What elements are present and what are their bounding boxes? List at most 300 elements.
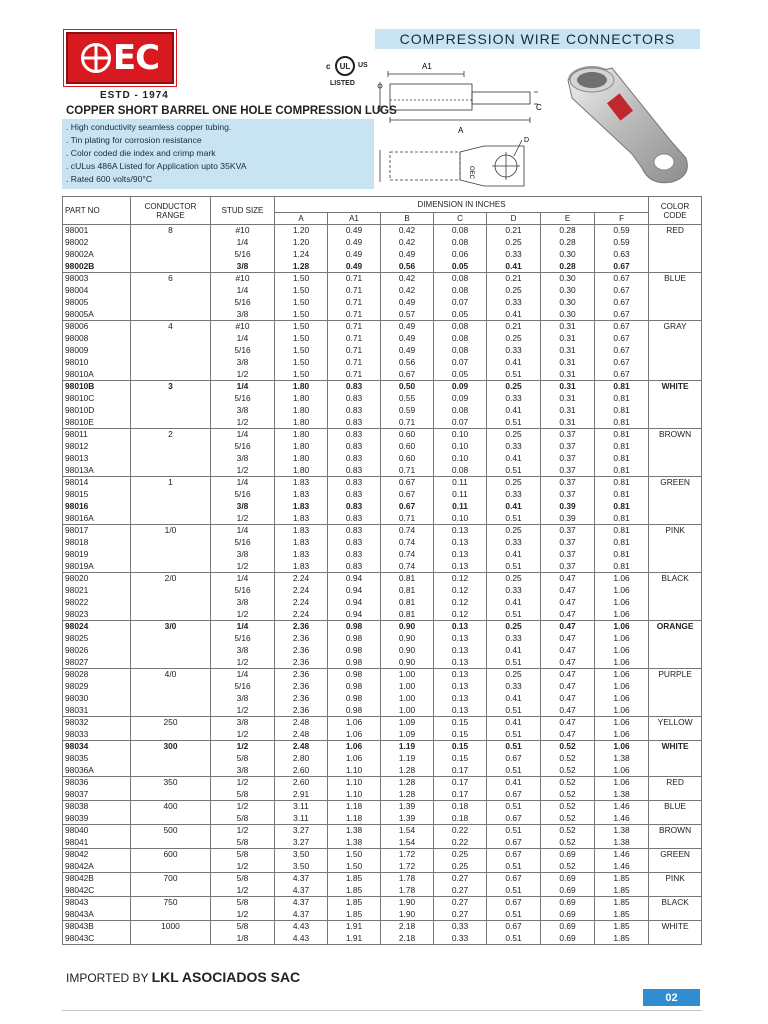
part-no-cell: 98013	[63, 453, 131, 465]
dim-e-cell: 0.47	[541, 717, 595, 729]
stud-size-cell: 1/2	[211, 885, 275, 897]
color-code-cell	[649, 597, 702, 609]
conductor-range-cell: 4/0	[131, 669, 211, 681]
stud-size-cell: 1/2	[211, 369, 275, 381]
table-row	[63, 645, 702, 657]
dim-c-cell: 0.22	[434, 837, 487, 849]
stud-size-cell: 1/2	[211, 801, 275, 813]
dim-b-cell: 0.56	[381, 357, 434, 369]
part-no-cell: 98043	[63, 897, 131, 909]
dim-b-cell: 0.42	[381, 237, 434, 249]
dim-a-cell: 1.50	[275, 285, 328, 297]
color-code-cell	[649, 645, 702, 657]
dim-e-cell: 0.69	[541, 921, 595, 933]
table-row	[63, 465, 702, 477]
dim-a1-cell: 0.71	[328, 285, 381, 297]
conductor-range-cell	[131, 393, 211, 405]
conductor-range-cell	[131, 537, 211, 549]
dim-f-cell: 0.67	[595, 285, 649, 297]
dim-b-cell: 1.54	[381, 837, 434, 849]
dim-c-cell: 0.10	[434, 513, 487, 525]
header-col-d: D	[487, 213, 541, 225]
stud-size-cell: 1/2	[211, 513, 275, 525]
dim-e-cell: 0.47	[541, 633, 595, 645]
stud-size-cell: 1/2	[211, 561, 275, 573]
color-code-cell: BROWN	[649, 825, 702, 837]
part-no-cell: 98023	[63, 609, 131, 621]
color-code-cell: PURPLE	[649, 669, 702, 681]
dim-c-cell: 0.13	[434, 621, 487, 633]
dim-c-cell: 0.11	[434, 489, 487, 501]
part-no-cell: 98043C	[63, 933, 131, 945]
dim-a1-cell: 1.50	[328, 861, 381, 873]
stud-size-cell: 1/2	[211, 861, 275, 873]
dim-f-cell: 0.67	[595, 261, 649, 273]
dim-e-cell: 0.31	[541, 333, 595, 345]
dim-f-cell: 1.06	[595, 633, 649, 645]
conductor-range-cell	[131, 585, 211, 597]
color-code-cell	[649, 309, 702, 321]
conductor-range-cell	[131, 357, 211, 369]
conductor-range-cell	[131, 909, 211, 921]
dim-b-cell: 1.28	[381, 777, 434, 789]
part-no-cell: 98010A	[63, 369, 131, 381]
dim-e-cell: 0.30	[541, 285, 595, 297]
conductor-range-cell	[131, 417, 211, 429]
part-no-cell: 98030	[63, 693, 131, 705]
dim-e-cell: 0.37	[541, 441, 595, 453]
part-no-cell: 98005A	[63, 309, 131, 321]
part-no-cell: 98019	[63, 549, 131, 561]
dim-e-cell: 0.37	[541, 429, 595, 441]
dim-a1-cell: 0.94	[328, 585, 381, 597]
dim-c-cell: 0.10	[434, 441, 487, 453]
dim-d-cell: 0.51	[487, 801, 541, 813]
conductor-range-cell: 500	[131, 825, 211, 837]
dim-b-cell: 0.60	[381, 429, 434, 441]
dim-b-cell: 0.90	[381, 645, 434, 657]
dim-d-cell: 0.25	[487, 429, 541, 441]
stud-size-cell: 5/16	[211, 393, 275, 405]
dim-f-cell: 0.67	[595, 273, 649, 285]
dim-a-cell: 2.36	[275, 681, 328, 693]
dim-c-cell: 0.08	[434, 285, 487, 297]
dim-f-cell: 0.81	[595, 405, 649, 417]
dim-e-cell: 0.69	[541, 849, 595, 861]
dim-d-cell: 0.21	[487, 273, 541, 285]
color-code-cell	[649, 261, 702, 273]
dim-a1-cell: 0.83	[328, 381, 381, 393]
part-no-cell: 98036A	[63, 765, 131, 777]
color-code-cell	[649, 441, 702, 453]
dim-c-cell: 0.33	[434, 921, 487, 933]
dim-f-cell: 0.81	[595, 561, 649, 573]
header-dimension: DIMENSION IN INCHES	[275, 197, 649, 213]
color-code-cell: RED	[649, 225, 702, 237]
dim-b-cell: 1.28	[381, 765, 434, 777]
dim-a-cell: 2.36	[275, 657, 328, 669]
dim-a1-cell: 0.83	[328, 441, 381, 453]
conductor-range-cell	[131, 633, 211, 645]
table-row	[63, 357, 702, 369]
table-row	[63, 801, 702, 813]
dim-e-cell: 0.69	[541, 897, 595, 909]
header-conductor-range	[131, 197, 211, 225]
dim-a1-cell: 0.49	[328, 237, 381, 249]
dim-d-cell: 0.25	[487, 381, 541, 393]
dim-a-cell: 1.20	[275, 225, 328, 237]
table-row	[63, 405, 702, 417]
table-row	[63, 273, 702, 285]
dim-d-cell: 0.67	[487, 897, 541, 909]
dim-b-cell: 0.42	[381, 225, 434, 237]
dim-a-cell: 3.11	[275, 801, 328, 813]
dim-a-cell: 2.91	[275, 789, 328, 801]
importer-company: LKL ASOCIADOS SAC	[151, 969, 301, 985]
color-code-cell	[649, 513, 702, 525]
color-code-cell: GRAY	[649, 321, 702, 333]
table-row	[63, 813, 702, 825]
dim-b-cell: 1.19	[381, 753, 434, 765]
color-code-cell	[649, 909, 702, 921]
dim-d-cell: 0.25	[487, 621, 541, 633]
conductor-range-cell: 300	[131, 741, 211, 753]
stud-size-cell: 5/8	[211, 897, 275, 909]
table-row	[63, 285, 702, 297]
feature-item: . Color coded die index and crimp mark	[66, 148, 216, 158]
dim-c-cell: 0.27	[434, 873, 487, 885]
dim-d-cell: 0.41	[487, 597, 541, 609]
dim-e-cell: 0.39	[541, 501, 595, 513]
dim-e-cell: 0.31	[541, 381, 595, 393]
dim-f-cell: 1.85	[595, 873, 649, 885]
dim-a-cell: 4.43	[275, 933, 328, 945]
dim-c-cell: 0.17	[434, 789, 487, 801]
dim-d-cell: 0.51	[487, 933, 541, 945]
conductor-range-cell	[131, 489, 211, 501]
dim-a-cell: 1.83	[275, 501, 328, 513]
lug-photo	[552, 58, 702, 190]
dim-d-cell: 0.51	[487, 885, 541, 897]
dim-e-cell: 0.69	[541, 933, 595, 945]
part-no-cell: 98034	[63, 741, 131, 753]
dim-d-cell: 0.41	[487, 549, 541, 561]
table-row	[63, 897, 702, 909]
dim-a1-cell: 0.83	[328, 429, 381, 441]
part-no-cell: 98002B	[63, 261, 131, 273]
conductor-range-cell	[131, 729, 211, 741]
dim-a-cell: 4.43	[275, 921, 328, 933]
dim-a-cell: 3.50	[275, 849, 328, 861]
footer-divider	[62, 1010, 702, 1011]
part-no-cell: 98018	[63, 537, 131, 549]
dim-c-cell: 0.12	[434, 573, 487, 585]
table-row	[63, 477, 702, 489]
dim-a1-cell: 0.98	[328, 669, 381, 681]
dim-e-cell: 0.28	[541, 225, 595, 237]
dim-c-cell: 0.12	[434, 585, 487, 597]
dim-a1-cell: 0.71	[328, 309, 381, 321]
table-row	[63, 489, 702, 501]
stud-size-cell: 5/8	[211, 753, 275, 765]
color-code-cell: WHITE	[649, 381, 702, 393]
dim-a1-cell: 0.83	[328, 513, 381, 525]
dim-a1-cell: 0.83	[328, 393, 381, 405]
dim-d-cell: 0.41	[487, 405, 541, 417]
dim-c-cell: 0.18	[434, 801, 487, 813]
part-no-cell: 98037	[63, 789, 131, 801]
part-no-cell: 98027	[63, 657, 131, 669]
dim-b-cell: 0.42	[381, 273, 434, 285]
stud-size-cell: 5/8	[211, 849, 275, 861]
dim-e-cell: 0.47	[541, 609, 595, 621]
conductor-range-cell	[131, 297, 211, 309]
dim-b-cell: 0.67	[381, 477, 434, 489]
header-stud-size: STUD SIZE	[211, 197, 275, 225]
dim-b-cell: 1.00	[381, 705, 434, 717]
dim-d-cell: 0.33	[487, 297, 541, 309]
color-code-cell	[649, 729, 702, 741]
part-no-cell: 98025	[63, 633, 131, 645]
dim-f-cell: 1.46	[595, 813, 649, 825]
dim-a-cell: 2.36	[275, 633, 328, 645]
color-code-cell	[649, 357, 702, 369]
color-code-cell: PINK	[649, 873, 702, 885]
dim-a1-cell: 1.18	[328, 801, 381, 813]
dim-b-cell: 1.90	[381, 909, 434, 921]
color-code-cell: BLACK	[649, 897, 702, 909]
table-row	[63, 621, 702, 633]
table-row	[63, 573, 702, 585]
dim-a-cell: 2.24	[275, 609, 328, 621]
part-no-cell: 98010E	[63, 417, 131, 429]
dim-a-cell: 2.24	[275, 597, 328, 609]
table-row	[63, 501, 702, 513]
conductor-range-cell	[131, 501, 211, 513]
stud-size-cell: #10	[211, 321, 275, 333]
dim-c-cell: 0.27	[434, 885, 487, 897]
dim-a1-cell: 0.98	[328, 705, 381, 717]
section-banner: COMPRESSION WIRE CONNECTORS	[375, 29, 700, 49]
dim-c-cell: 0.25	[434, 861, 487, 873]
dim-f-cell: 0.81	[595, 393, 649, 405]
dim-e-cell: 0.30	[541, 297, 595, 309]
dim-a1-cell: 1.38	[328, 825, 381, 837]
dim-e-cell: 0.37	[541, 477, 595, 489]
table-row	[63, 693, 702, 705]
dim-d-cell: 0.25	[487, 237, 541, 249]
dim-a-cell: 2.80	[275, 753, 328, 765]
table-row	[63, 237, 702, 249]
dim-e-cell: 0.30	[541, 249, 595, 261]
dim-d-cell: 0.33	[487, 537, 541, 549]
dim-c-cell: 0.11	[434, 501, 487, 513]
table-row	[63, 225, 702, 237]
dim-a1-cell: 0.49	[328, 249, 381, 261]
conductor-range-cell: 3	[131, 381, 211, 393]
header-conductor: CONDUCTOR	[144, 201, 197, 211]
dim-a-cell: 2.48	[275, 717, 328, 729]
dim-e-cell: 0.47	[541, 693, 595, 705]
dim-f-cell: 0.81	[595, 549, 649, 561]
table-row	[63, 369, 702, 381]
dim-a-cell: 2.24	[275, 573, 328, 585]
color-code-cell: GREEN	[649, 849, 702, 861]
dim-f-cell: 1.06	[595, 585, 649, 597]
stud-size-cell: 1/4	[211, 381, 275, 393]
table-row	[63, 705, 702, 717]
stud-size-cell: 1/4	[211, 477, 275, 489]
part-no-cell: 98008	[63, 333, 131, 345]
stud-size-cell: 1/4	[211, 669, 275, 681]
table-row	[63, 249, 702, 261]
conductor-range-cell: 4	[131, 321, 211, 333]
dim-b-cell: 0.90	[381, 633, 434, 645]
stud-size-cell: 1/4	[211, 621, 275, 633]
dim-f-cell: 1.06	[595, 621, 649, 633]
spec-table-body	[63, 225, 702, 945]
color-code-cell	[649, 501, 702, 513]
color-code-cell	[649, 405, 702, 417]
established-label: ESTD - 1974	[100, 90, 169, 101]
color-code-cell	[649, 813, 702, 825]
color-code-cell	[649, 285, 702, 297]
ul-listed-label: LISTED	[330, 80, 355, 87]
label-d: D	[524, 137, 530, 144]
color-code-cell: YELLOW	[649, 717, 702, 729]
dim-e-cell: 0.47	[541, 585, 595, 597]
conductor-range-cell	[131, 681, 211, 693]
dim-a-cell: 1.28	[275, 261, 328, 273]
dim-b-cell: 0.59	[381, 405, 434, 417]
dim-f-cell: 1.06	[595, 705, 649, 717]
globe-icon	[81, 43, 111, 73]
lug-dimension-drawing	[376, 56, 541, 186]
dim-d-cell: 0.67	[487, 753, 541, 765]
table-row	[63, 657, 702, 669]
dim-d-cell: 0.51	[487, 561, 541, 573]
color-code-cell	[649, 417, 702, 429]
stud-size-cell: 1/2	[211, 729, 275, 741]
stud-size-cell: #10	[211, 273, 275, 285]
dim-b-cell: 0.67	[381, 369, 434, 381]
dim-b-cell: 0.49	[381, 345, 434, 357]
dim-b-cell: 0.90	[381, 621, 434, 633]
dim-c-cell: 0.15	[434, 741, 487, 753]
dim-f-cell: 0.81	[595, 381, 649, 393]
dim-c-cell: 0.13	[434, 525, 487, 537]
dim-a-cell: 1.50	[275, 333, 328, 345]
dim-a-cell: 2.36	[275, 705, 328, 717]
dim-f-cell: 0.59	[595, 225, 649, 237]
dim-e-cell: 0.69	[541, 873, 595, 885]
stud-size-cell: 3/8	[211, 597, 275, 609]
conductor-range-cell	[131, 813, 211, 825]
ul-label: UL	[339, 61, 351, 71]
conductor-range-cell	[131, 861, 211, 873]
dim-d-cell: 0.33	[487, 633, 541, 645]
table-row	[63, 861, 702, 873]
dim-b-cell: 0.55	[381, 393, 434, 405]
part-no-cell: 98016	[63, 501, 131, 513]
color-code-cell	[649, 249, 702, 261]
part-no-cell: 98035	[63, 753, 131, 765]
table-row	[63, 921, 702, 933]
conductor-range-cell	[131, 261, 211, 273]
dim-d-cell: 0.33	[487, 249, 541, 261]
part-no-cell: 98042A	[63, 861, 131, 873]
dim-a1-cell: 1.85	[328, 873, 381, 885]
table-row	[63, 321, 702, 333]
dim-b-cell: 0.56	[381, 261, 434, 273]
dim-a-cell: 1.50	[275, 309, 328, 321]
table-row	[63, 393, 702, 405]
header-col-a: A	[275, 213, 328, 225]
logo-text: EC	[112, 38, 160, 78]
part-no-cell: 98021	[63, 585, 131, 597]
dim-e-cell: 0.37	[541, 549, 595, 561]
dim-e-cell: 0.52	[541, 825, 595, 837]
dim-b-cell: 0.49	[381, 249, 434, 261]
dim-e-cell: 0.39	[541, 513, 595, 525]
conductor-range-cell: 600	[131, 849, 211, 861]
dim-d-cell: 0.41	[487, 693, 541, 705]
stud-size-cell: 3/8	[211, 357, 275, 369]
conductor-range-cell	[131, 597, 211, 609]
conductor-range-cell: 750	[131, 897, 211, 909]
dim-b-cell: 1.72	[381, 861, 434, 873]
conductor-range-cell: 2/0	[131, 573, 211, 585]
stud-size-cell: 1/2	[211, 777, 275, 789]
dim-a1-cell: 1.18	[328, 813, 381, 825]
dim-f-cell: 0.81	[595, 477, 649, 489]
dim-f-cell: 1.06	[595, 609, 649, 621]
color-code-cell	[649, 345, 702, 357]
color-code-cell	[649, 705, 702, 717]
part-no-cell: 98005	[63, 297, 131, 309]
dim-a-cell: 2.48	[275, 729, 328, 741]
dim-b-cell: 0.49	[381, 333, 434, 345]
dim-e-cell: 0.69	[541, 909, 595, 921]
stud-size-cell: 5/8	[211, 813, 275, 825]
table-row	[63, 753, 702, 765]
dim-a-cell: 2.24	[275, 585, 328, 597]
dim-d-cell: 0.33	[487, 489, 541, 501]
color-code-cell	[649, 633, 702, 645]
color-code-cell	[649, 753, 702, 765]
dim-c-cell: 0.22	[434, 825, 487, 837]
dim-b-cell: 0.74	[381, 549, 434, 561]
dim-d-cell: 0.67	[487, 813, 541, 825]
stud-size-cell: 1/4	[211, 429, 275, 441]
ul-circle-icon	[335, 56, 355, 76]
stud-size-cell: 1/2	[211, 825, 275, 837]
table-row	[63, 345, 702, 357]
part-no-cell: 98010C	[63, 393, 131, 405]
dim-c-cell: 0.13	[434, 681, 487, 693]
conductor-range-cell	[131, 933, 211, 945]
label-a1: A1	[422, 62, 432, 71]
header-col-f: F	[595, 213, 649, 225]
part-no-cell: 98009	[63, 345, 131, 357]
table-row	[63, 261, 702, 273]
stud-size-cell: 1/2	[211, 609, 275, 621]
conductor-range-cell	[131, 837, 211, 849]
table-row	[63, 453, 702, 465]
dim-a1-cell: 0.94	[328, 597, 381, 609]
dim-a1-cell: 1.10	[328, 765, 381, 777]
dim-c-cell: 0.07	[434, 297, 487, 309]
